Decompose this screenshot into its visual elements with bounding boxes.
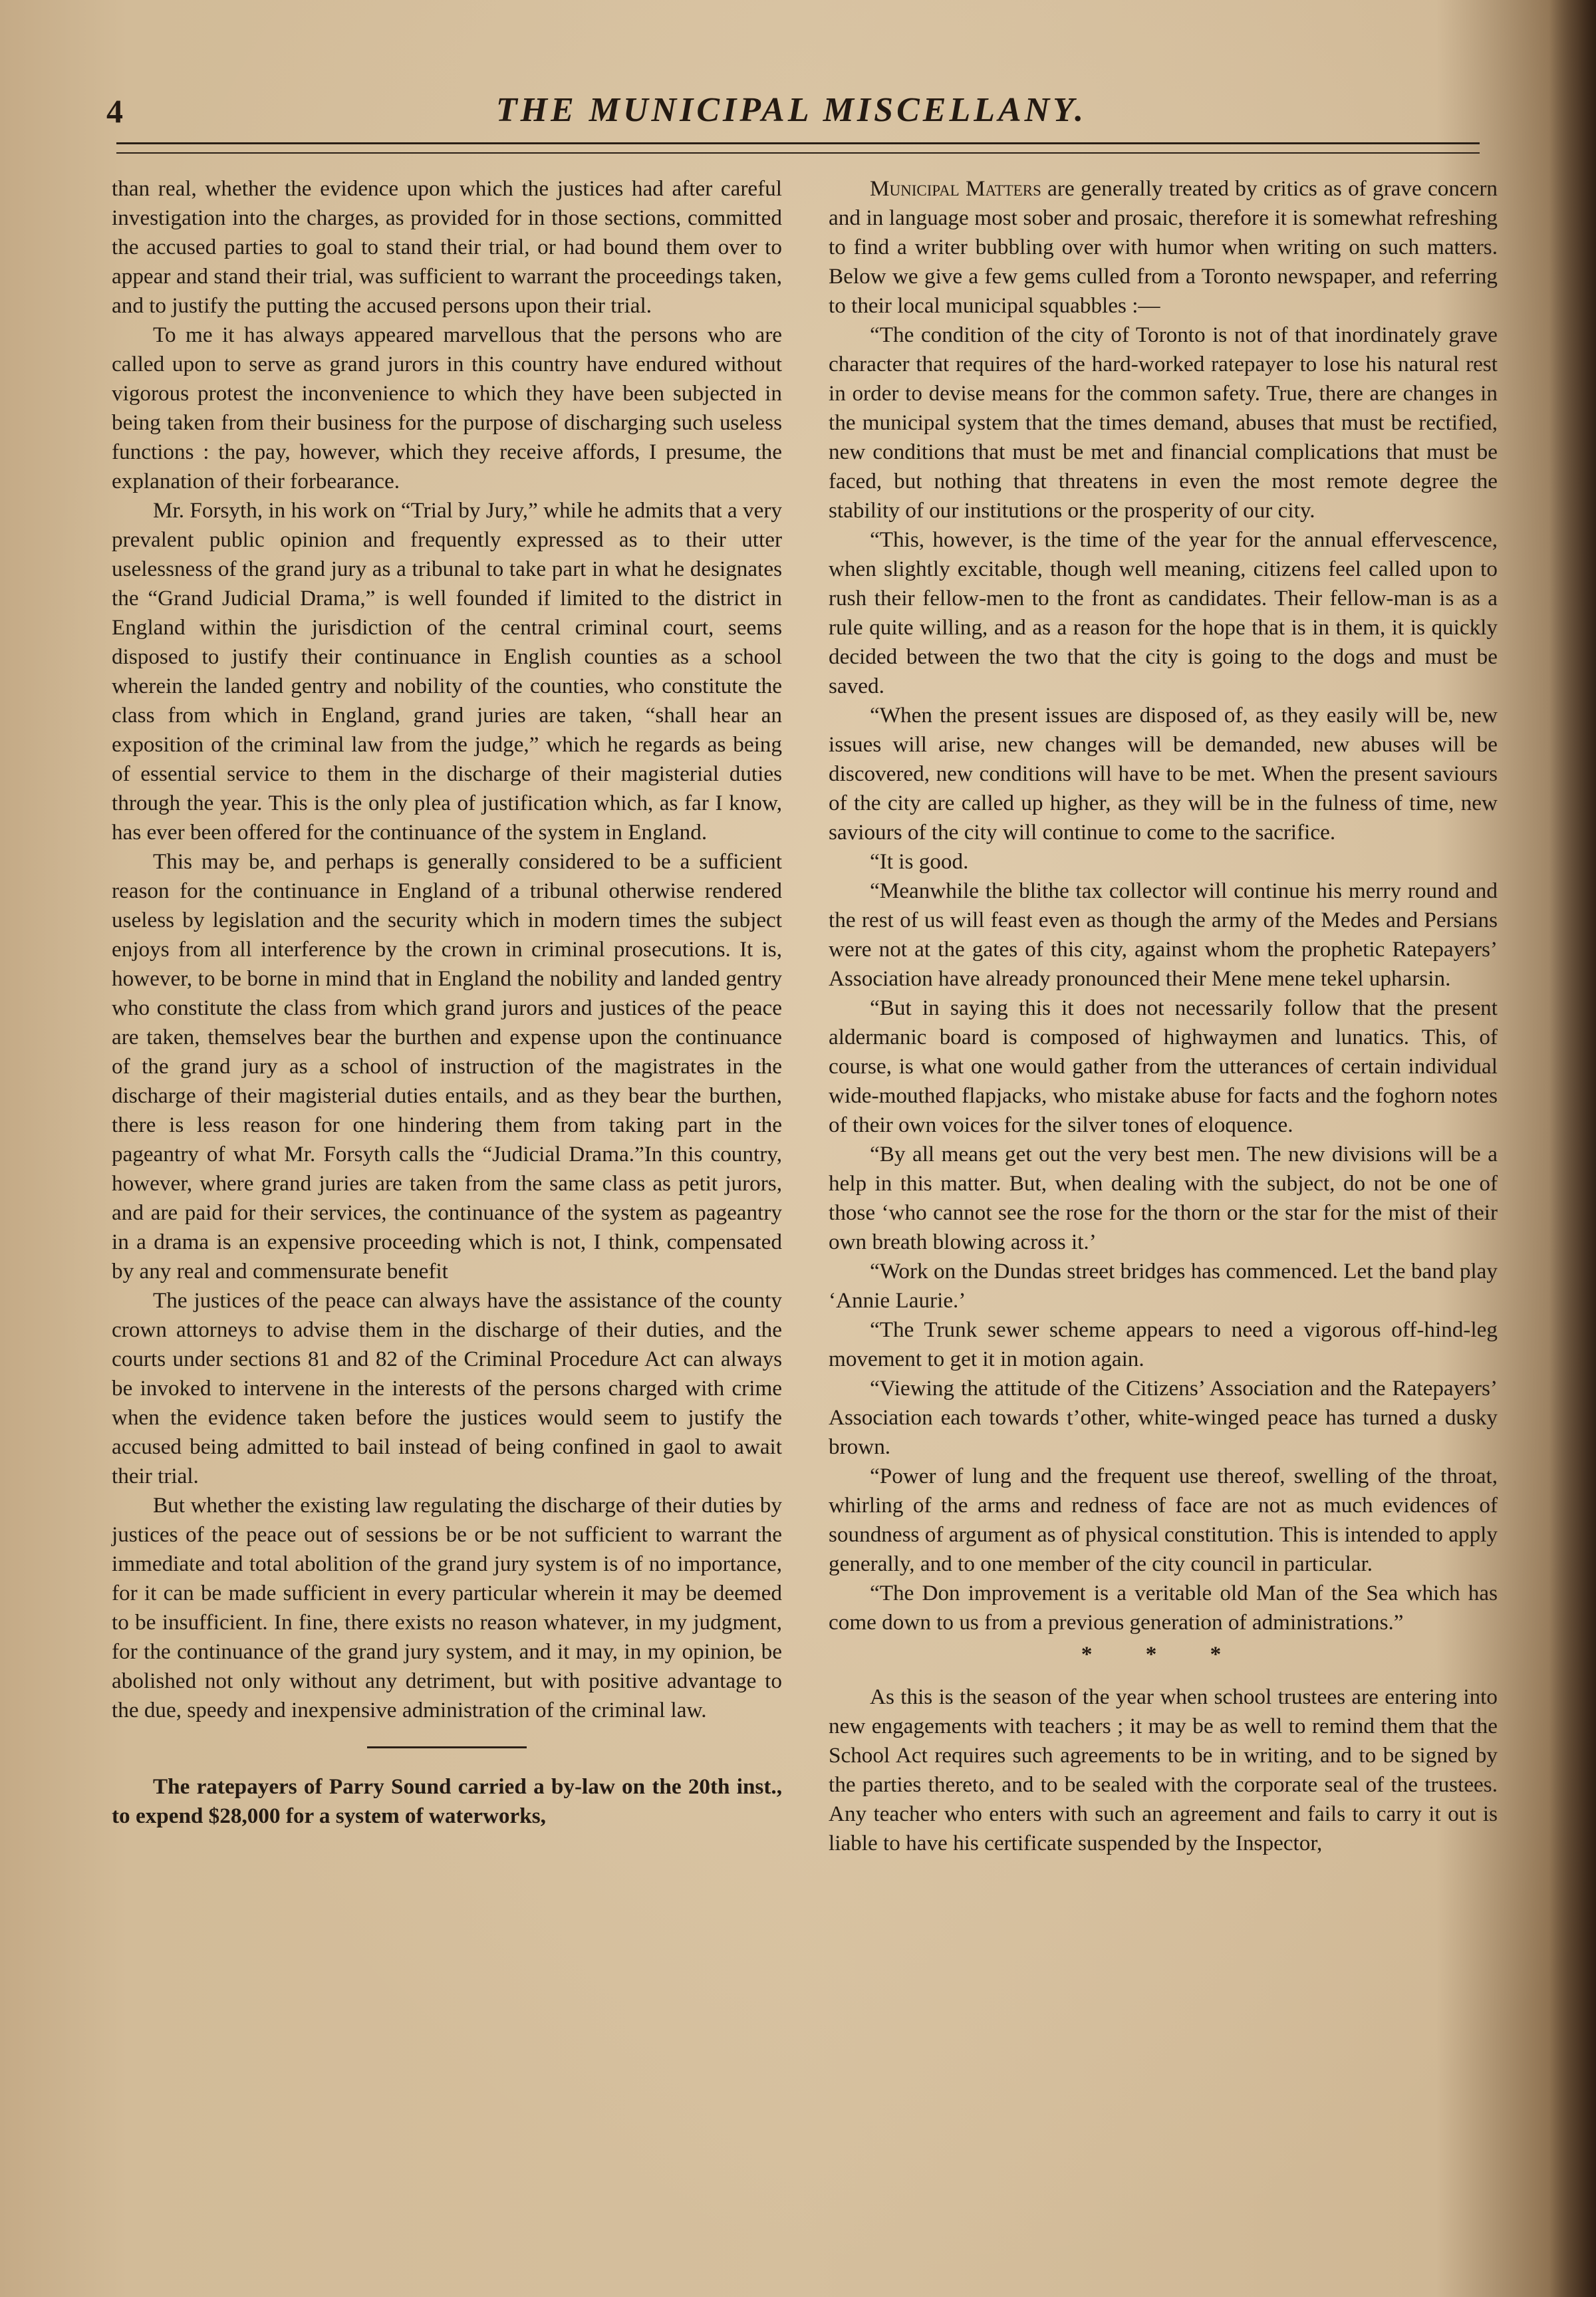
running-title: THE MUNICIPAL MISCELLANY.	[495, 91, 1087, 129]
quote-paragraph: “It is good.	[870, 849, 969, 874]
paragraph: To me it has always appeared marvellous that the persons who are called upon to serve as grand jurors in this country have endured without vigorous protest the inconvenience to which they have been subjected in being taken from their business for the purpose of discharging such useless functions : the pay, however, which they receive affords, I presume, the explanation of their forbearance.	[112, 323, 782, 493]
page-header	[106, 85, 1476, 138]
paragraph: The justices of the peace can always have the assistance of the county crown attorneys to advise them in the discharge of their duties, and the courts under sections 81 and 82 of the Criminal Procedure Act can always be invoked to intervene in the interests of the persons charged with crime when the evidence taken before the justices would seem to justify the accused being admitted to bail instead of being confined in gaol to await their trial.	[112, 1288, 782, 1488]
intro-smallcaps: Municipal Matters	[870, 176, 1041, 201]
quote-paragraph: “But in saying this it does not necessarily follow that the present aldermanic board is composed of highwaymen and lunatics. This, of course, is what one would gather from the utterances of certain individual wide-mouthed flapjacks, who mistake abuse for facts and the foghorn notes of their own voices for the silver tones of eloquence.	[829, 996, 1498, 1137]
quote-paragraph: “When the present issues are disposed of, as they easily will be, new issues will arise, new changes will be demanded, new abuses will be discovered, new conditions will have to be met. When the present saviours of the city are called up higher, as they will be in the fulness of time, new saviours of the city will continue to come to the sacrifice.	[829, 703, 1498, 845]
page-number: 4	[106, 92, 123, 130]
page-spine-shadow	[1549, 0, 1596, 2297]
paragraph: Mr. Forsyth, in his work on “Trial by Jury,” while he admits that a very prevalent public opinion and frequently expressed as to their utter uselessness of the grand jury as a tribunal to take part in what he designates the “Grand Judicial Drama,” is well founded if limited to the district in England within the jurisdiction of the central criminal court, seems disposed to justify their continuance in English counties as a school wherein the landed gentry and nobility of the counties, who constitute the class from which in England, grand juries are taken, “shall hear an exposition of the criminal law from the judge,” which he regards as being of essential service to them in the discharge of their magisterial duties through the year. This is the only plea of justification which, as far I know, has ever been offered for the continuance of the system in England.	[112, 498, 782, 845]
quote-paragraph: “The Don improvement is a veritable old Man of the Sea which has come down to us from a previous generation of administrations.”	[829, 1581, 1498, 1635]
parry-sound-note: The ratepayers of Parry Sound carried a by-law on the 20th inst., to expend $28,000 for a system of waterworks,	[112, 1774, 782, 1828]
quote-paragraph: “This, however, is the time of the year for the annual effervescence, when slightly excitable, though well meaning, citizens feel called upon to rush their fellow-men to the front as candidates. Their fellow-man is as a rule quite willing, and as a reason for the hope that is in them, it is quickly decided between the two that the city is going to the dogs and must be saved.	[829, 527, 1498, 698]
quote-paragraph: “The Trunk sewer scheme appears to need a vigorous off-hind-leg movement to get it in motion again.	[829, 1317, 1498, 1371]
quote-paragraph: “By all means get out the very best men. The new divisions will be a help in this matter. But, when dealing with the subject, do not be one of those ‘who cannot see the rose for the thorn or the star for the mist of their own breath blowing across it.’	[829, 1142, 1498, 1254]
quote-paragraph: “Power of lung and the frequent use thereof, swelling of the throat, whirling of the arms and redness of face are not as much evidences of soundness of argument as of physical constitution. This is intended to apply generally, and to one member of the city council in particular.	[829, 1464, 1498, 1576]
paragraph: This may be, and perhaps is generally considered to be a sufficient reason for the continuance in England of a tribunal otherwise rendered useless by legislation and the security which in modern times the subject enjoys from all interference by the crown in criminal prosecutions. It is, however, to be borne in mind that in England the nobility and landed gentry who constitute the class from which grand jurors and justices of the peace are taken, themselves bear the burthen and expense upon the continuance of the grand jury as a school of instruction of the magistrates in the discharge of their magisterial duties entails, and as they bear the burthen, there is less reason for one hindering them from taking part in the pageantry of what Mr. Forsyth calls the “Judicial Drama.”In this country, however, where grand juries are taken from the same class as petit jurors, and are paid for their services, the continuance of the system as pageantry in a drama is an expensive proceeding which is not, I think, compensated by any real and commensurate benefit	[112, 849, 782, 1284]
header-rule	[116, 142, 1480, 154]
municipal-matters-intro	[829, 174, 1498, 321]
left-column	[112, 174, 782, 1831]
school-trustees-note: As this is the season of the year when school trustees are entering into new engagements with teachers ; it may be as well to remind them that the School Act requires such agreements to be in writing, and to be signed by the parties thereto, and to be sealed with the corporate seal of the trustees. Any teacher who enters with such an agreement and fails to carry it out is liable to have his certificate suspended by the Inspector,	[829, 1685, 1498, 1855]
right-column	[829, 174, 1498, 1858]
star-separator: * * *	[1081, 1642, 1246, 1667]
intro-text: are generally treated by critics as of grave concern and in language most sober and prosaic, therefore it is somewhat refreshing to find a writer bubbling over with humor when writing on such matters. Below we give a few gems culled from a Toronto newspaper, and referring to their local municipal squabbles :—	[829, 176, 1498, 318]
paragraph: than real, whether the evidence upon which the justices had after careful investigation into the charges, as provided for in those sections, committed the accused parties to goal to stand their trial, or had bound them over to appear and stand their trial, was sufficient to warrant the proceedings taken, and to justify the putting the accused persons upon their trial.	[112, 176, 782, 318]
paragraph: But whether the existing law regulating the discharge of their duties by justices of the peace out of sessions be or be not sufficient to warrant the immediate and total abolition of the grand jury system is of no importance, for it can be made sufficient in every particular wherein it may be deemed to be insufficient. In fine, there exists no reason whatever, in my judgment, for the continuance of the grand jury system, and it may, in my opinion, be abolished not only without any detriment, but with positive advantage to the due, speedy and inexpensive administration of the criminal law.	[112, 1493, 782, 1722]
quote-paragraph: “Viewing the attitude of the Citizens’ Association and the Ratepayers’ Association each towards t’other, white-winged peace has turned a dusky brown.	[829, 1376, 1498, 1459]
quote-paragraph: “The condition of the city of Toronto is not of that inordinately grave character that requires of the hard-worked ratepayer to lose his natural rest in order to devise means for the common safety. True, there are changes in the municipal system that the times demand, abuses that must be rectified, new conditions that must be met and financial complications that must be faced, but nothing that threatens in even the most remote degree the stability of our institutions or the prosperity of our city.	[829, 323, 1498, 523]
section-divider	[367, 1746, 527, 1748]
quote-paragraph: “Work on the Dundas street bridges has commenced. Let the band play ‘Annie Laurie.’	[829, 1259, 1498, 1313]
quote-paragraph: “Meanwhile the blithe tax collector will continue his merry round and the rest of us will feast even as though the army of the Medes and Persians were not at the gates of this city, against whom the prophetic Ratepayers’ Association have already pronounced their Mene mene tekel upharsin.	[829, 878, 1498, 991]
